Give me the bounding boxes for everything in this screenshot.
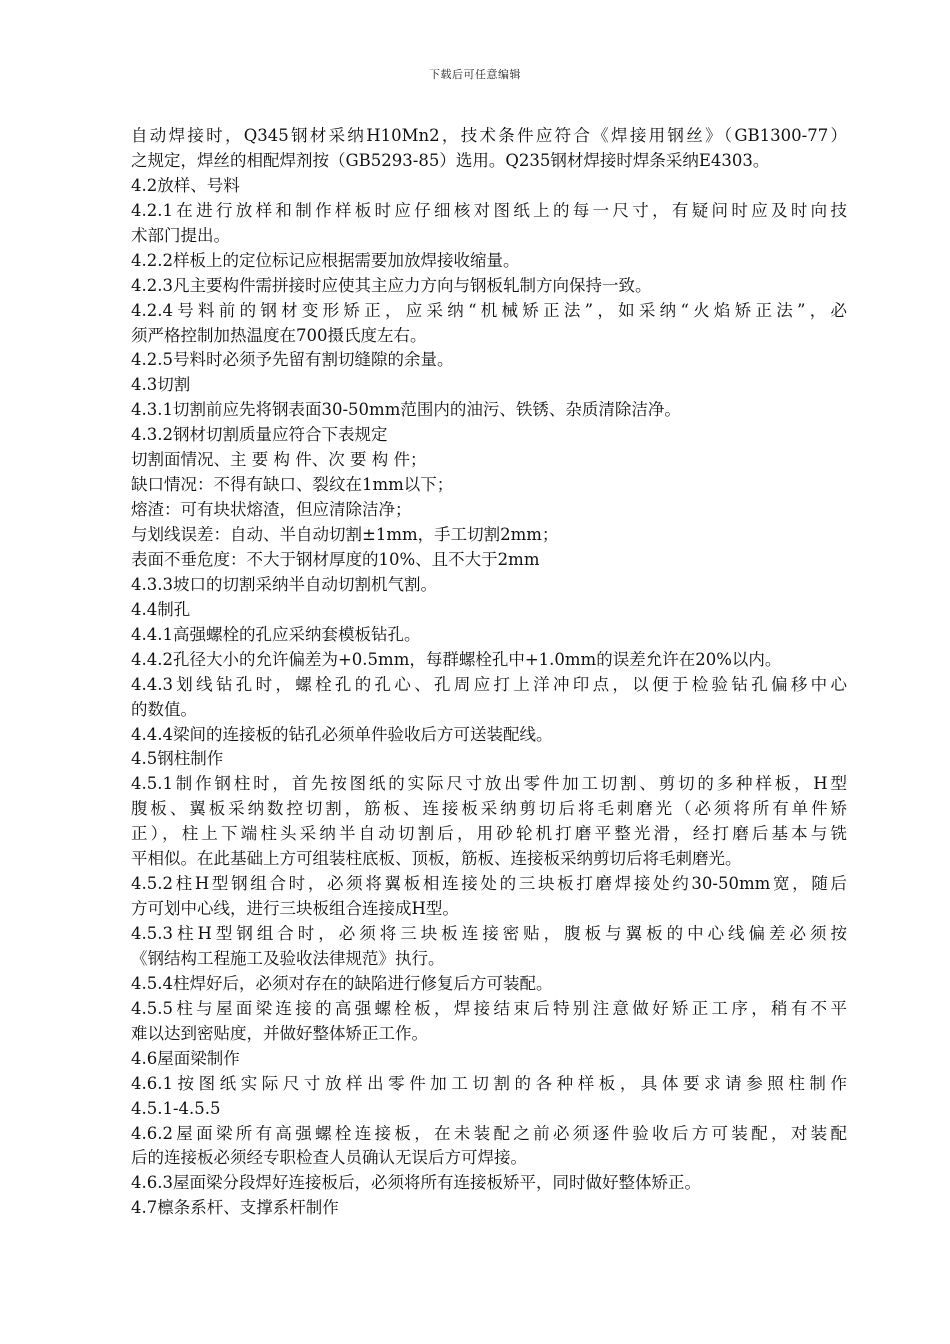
text-line: 表面不垂危度：不大于钢材厚度的10%、且不大于2mm (131, 549, 540, 569)
text-line: 须严格控制加热温度在700摄氏度左右。 (131, 325, 427, 345)
text-line: 4.5.3柱H型钢组合时，必须将三块板连接密贴，腹板与翼板的中心线偏差必须按 (131, 924, 847, 943)
text-line: 腹板、翼板采纳数控切割，筋板、连接板采纳剪切后将毛刺磨光（必须将所有单件矫 (131, 799, 847, 819)
text-line: 4.4.3划线钻孔时，螺栓孔的孔心、孔周应打上洋冲印点，以便于检验钻孔偏移中心 (131, 674, 847, 694)
text-line: 平相似。在此基础上方可组装柱底板、顶板，筋板、连接板采纳剪切后将毛刺磨光。 (131, 849, 742, 869)
text-line: 难以达到密贴度，并做好整体矫正工作。 (131, 1023, 428, 1043)
text-line: 4.3.1切割前应先将钢表面30-50mm范围内的油污、铁锈、杂质清除洁净。 (131, 400, 681, 420)
text-line: 熔渣：可有块状熔渣，但应清除洁净； (131, 500, 412, 520)
text-line: 4.5.5柱与屋面梁连接的高强螺栓板，焊接结束后特别注意做好矫正工序，稍有不平 (131, 998, 847, 1018)
text-line: 4.4.1高强螺栓的孔应采纳套模板钻孔。 (131, 624, 421, 644)
text-line: 4.3.3坡口的切割采纳半自动切割机气割。 (131, 574, 437, 594)
text-line: 4.5.2柱H型钢组合时，必须将翼板相连接处的三块板打磨焊接处约30-50mm宽，随后 (131, 874, 847, 894)
page-header: 下载后可任意编辑 (429, 68, 521, 81)
text-line: 4.2.3凡主要构件需拼接时应使其主应力方向与钢板轧制方向保持一致。 (131, 275, 652, 295)
text-line: 4.6屋面梁制作 (131, 1048, 240, 1068)
text-line: 4.2.1在进行放样和制作样板时应仔细核对图纸上的每一尺寸，有疑问时应及时向技 (131, 200, 847, 220)
text-line: 的数值。 (131, 699, 197, 719)
text-line: 4.2放样、号料 (131, 175, 240, 195)
text-line: 4.2.5号料时必须予先留有割切缝隙的余量。 (131, 350, 454, 370)
text-line: 术部门提出。 (131, 225, 230, 245)
text-line: 切割面情况、主 要 构 件、次 要 构 件； (131, 450, 427, 470)
text-line: 4.7檩条系杆、支撑系杆制作 (131, 1198, 339, 1218)
text-line: 4.2.2样板上的定位标记应根据需要加放焊接收缩量。 (131, 250, 520, 270)
text-line: 4.2.4号料前的钢材变形矫正，应采纳“机械矫正法”，如采纳“火焰矫正法”，必 (131, 300, 847, 320)
text-line: 4.5.4柱焊好后，必须对存在的缺陷进行修复后方可装配。 (131, 973, 553, 993)
text-line: 4.4制孔 (131, 599, 191, 619)
text-line: 正），柱上下端柱头采纳半自动切割后，用砂轮机打磨平整光滑，经打磨后基本与铣 (131, 824, 847, 844)
text-line: 4.5.1-4.5.5 (131, 1098, 221, 1118)
text-line: 4.3切割 (131, 375, 191, 395)
text-line: 4.6.2屋面梁所有高强螺栓连接板，在未装配之前必须逐件验收后方可装配，对装配 (131, 1123, 847, 1143)
text-line: 4.6.1按图纸实际尺寸放样出零件加工切割的各种样板，具体要求请参照柱制作 (131, 1073, 847, 1093)
text-line: 4.4.2孔径大小的允许偏差为+0.5mm，每群螺栓孔中+1.0mm的误差允许在20%以内。 (131, 649, 782, 669)
text-line: 4.4.4梁间的连接板的钻孔必须单件验收后方可送装配线。 (131, 724, 553, 744)
text-line: 4.6.3屋面梁分段焊好连接板后，必须将所有连接板矫平，同时做好整体矫正。 (131, 1173, 701, 1193)
text-line: 方可划中心线，进行三块板组合连接成H型。 (131, 899, 459, 919)
text-line: 后的连接板必须经专职检查人员确认无误后方可焊接。 (131, 1148, 527, 1168)
text-line: 4.5钢柱制作 (131, 749, 224, 769)
text-line: 之规定，焊丝的相配焊剂按（GB5293-85）选用。Q235钢材焊接时焊条采纳E4303。 (131, 150, 770, 170)
document-body (131, 124, 847, 1221)
text-line: 自动焊接时，Q345钢材采纳H10Mn2，技术条件应符合《焊接用钢丝》（GB1300-77） (131, 126, 847, 145)
text-line: 与划线误差：自动、半自动切割±1mm，手工切割2mm； (131, 525, 559, 544)
text-line: 缺口情况：不得有缺口、裂纹在1mm以下； (131, 475, 454, 495)
text-line: 4.3.2钢材切割质量应符合下表规定 (131, 425, 388, 445)
text-line: 4.5.1制作钢柱时，首先按图纸的实际尺寸放出零件加工切割、剪切的多种样板，H型 (131, 774, 847, 794)
text-line: 《钢结构工程施工及验收法律规范》执行。 (131, 948, 445, 968)
